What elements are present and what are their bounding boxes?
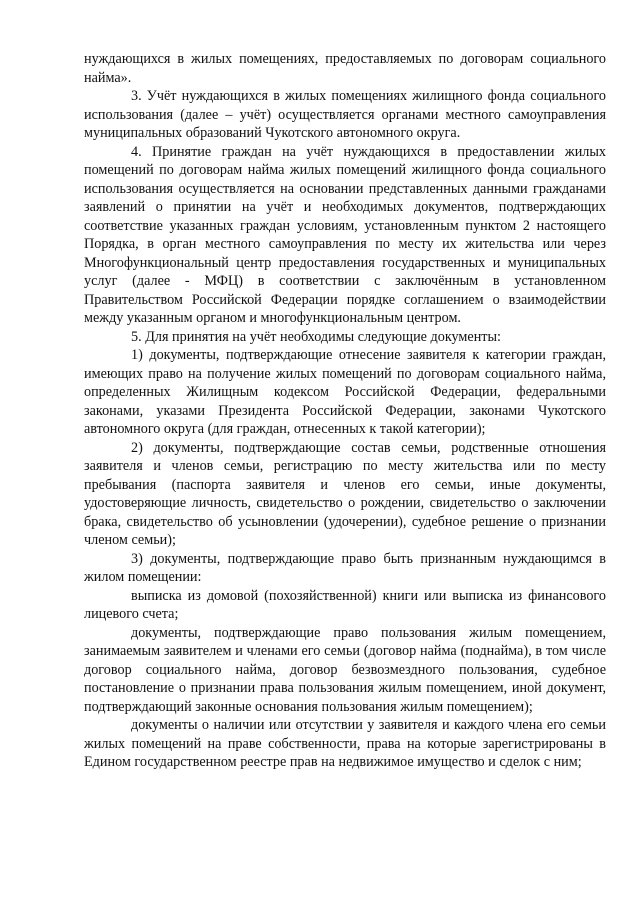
paragraph-item-4: 4. Принятие граждан на учёт нуждающихся в предоставлении жилых помещений по договорам найма жилых помещений жилищного фонда социального использования осуществляется на основании представленных данными гражданами заявлений о принятии на учёт и необходимых документов, подтверждающих соответствие указанных граждан условиям, установленным пунктом 2 настоящего Порядка, в орган местного самоуправления по месту их жительства или через Многофункциональный центр предоставления государственных и муниципальных услуг (далее - МФЦ) в соответствии с заключённым в установленном Правительством Российской Федерации порядке соглашением о взаимодействии между указанным органом и многофункциональным центром. — [84, 143, 606, 326]
subitem-3-right-of-use: документы, подтверждающие право пользования жилым помещением, занимаемым заявителем и членами его семьи (договор найма (поднайма), в том числе договор социального найма, договор безвозмездного пользования, судебное постановление о признании права пользования жилым помещением, иной документ, подтверждающий законные основания пользования жилым помещением); — [84, 624, 606, 715]
paragraph-continuation: нуждающихся в жилых помещениях, предоставляемых по договорам социального найма». — [84, 51, 606, 86]
subitem-2: 2) документы, подтверждающие состав семьи, родственные отношения заявителя и членов семьи, регистрацию по месту жительства или по месту пребывания (паспорта заявителя и членов его семьи, иные документы, удостоверяющие личность, свидетельство о рождении, свидетельство о заключении брака, свидетельство об усыновлении (удочерении), судебное решение о признании членом семьи); — [84, 439, 606, 548]
subitem-3-ownership: документы о наличии или отсутствии у заявителя и каждого члена его семьи жилых помещений на праве собственности, права на которые зарегистрированы в Едином государственном реестре прав на недвижимое имущество и сделок с ним; — [84, 717, 606, 770]
subitem-3-extract: выписка из домовой (похозяйственной) книги или выписка из финансового лицевого счета; — [84, 587, 606, 622]
document-body — [84, 50, 606, 772]
subitem-1: 1) документы, подтверждающие отнесение заявителя к категории граждан, имеющих право на получение жилых помещений по договорам социального найма, определенных Жилищным кодексом Российской Федерации, федеральными законами, указами Президента Российской Федерации, законами Чукотского автономного округа (для граждан, отнесенных к такой категории); — [84, 347, 606, 437]
subitem-3: 3) документы, подтверждающие право быть признанным нуждающимся в жилом помещении: — [84, 550, 606, 585]
paragraph-item-3: 3. Учёт нуждающихся в жилых помещениях жилищного фонда социального использования (далее – учёт) осуществляется органами местного самоуправления муниципальных образований Чукотского автономного округа. — [84, 88, 606, 141]
paragraph-item-5: 5. Для принятия на учёт необходимы следующие документы: — [131, 328, 501, 345]
